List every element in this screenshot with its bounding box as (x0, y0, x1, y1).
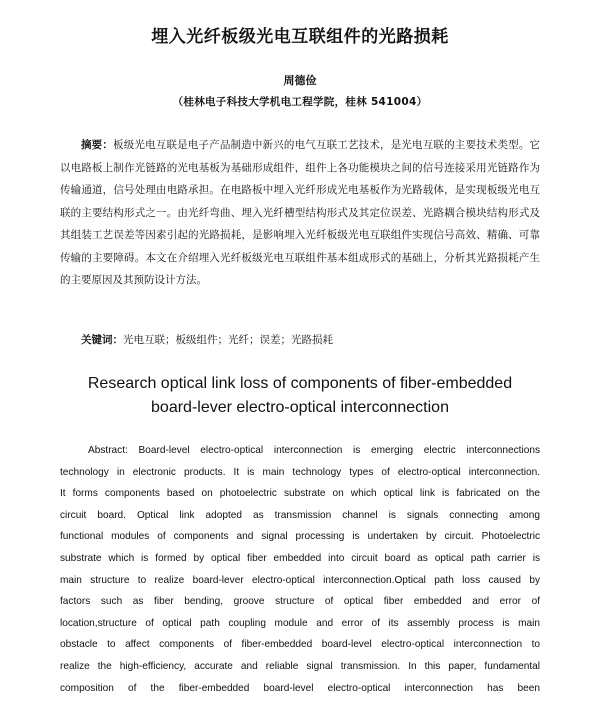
author-name: 周德俭 (283, 74, 317, 87)
english-abstract-line: main structure to realize board-lever electro-optical interconnection.Optical path loss caused by (60, 574, 540, 586)
english-title-line-2: board-lever electro-optical interconnection (151, 399, 449, 416)
english-abstract-line: location,structure of optical path coupling module and error of its assembly process is main (60, 617, 540, 629)
chinese-keywords (81, 331, 541, 349)
keywords-label: 关键词： (81, 334, 123, 346)
english-abstract (60, 440, 540, 699)
chinese-title: 埋入光纤板级光电互联组件的光路损耗 (151, 27, 449, 47)
english-abstract-line: circuit board. Optical link adopted as transmission channel is signals connecting among (60, 509, 540, 521)
chinese-abstract-text: 板级光电互联是电子产品制造中新兴的电气互联工艺技术，是光电互联的主要技术类型。它以电路板上制作光链路的光电基板为基础形成组件，组件上各功能模块之间的信号连接采用光链路作为传输通道，信号处理由电路承担。在电路板中埋入光纤形成光电基板作为光路载体，是实现板级光电互联的主要结构形式之一。由光纤弯曲、埋入光纤槽型结构形式及其定位误差、光路耦合模块结构形式及其组装工艺误差等因素引起的光路损耗，是影响埋入光纤板级光电互联组件实现信号高效、精确、可靠传输的主要障碍。本文在介绍埋入光纤板级光电互联组件基本组成形式的基础上，分析其光路损耗产生的主要原因及其预防设计方法。 (60, 139, 541, 286)
english-abstract-line: functional modules of components and signal processing is undertaken by circuit. Photoelectric (60, 531, 540, 543)
chinese-abstract-label: 摘要： (81, 139, 114, 151)
keywords-text: 光电互联；板级组件；光纤；误差；光路损耗 (123, 334, 333, 346)
english-abstract-line: substrate which is formed by optical fiber embedded into circuit board as optical path carrier is (60, 552, 540, 564)
english-abstract-line: It forms components based on photoelectric substrate on which optical link is fabricated on the (60, 488, 540, 500)
english-title (0, 372, 600, 420)
english-abstract-line: obstacle to affect components of fiber-embedded board-level electro-optical interconnection to (60, 639, 540, 651)
english-title-line-1: Research optical link loss of components of fiber-embedded (87, 375, 513, 392)
english-abstract-line: technology in electronic products. It is main technology types of electro-optical interconnection. (60, 466, 540, 478)
chinese-abstract (60, 134, 540, 292)
english-abstract-line: Abstract: Board-level electro-optical interconnection is emerging electric interconnections (88, 445, 540, 456)
english-abstract-line: factors such as fiber bending, groove structure of optical fiber embedded and error of (60, 596, 540, 608)
english-abstract-line: realize the high-efficiency, accurate and reliable signal transmission. In this paper, fundamental (60, 660, 540, 672)
author-affiliation: （桂林电子科技大学机电工程学院，桂林 541004） (172, 96, 428, 108)
english-abstract-line: composition of the fiber-embedded board-level electro-optical interconnection has been (60, 682, 540, 694)
